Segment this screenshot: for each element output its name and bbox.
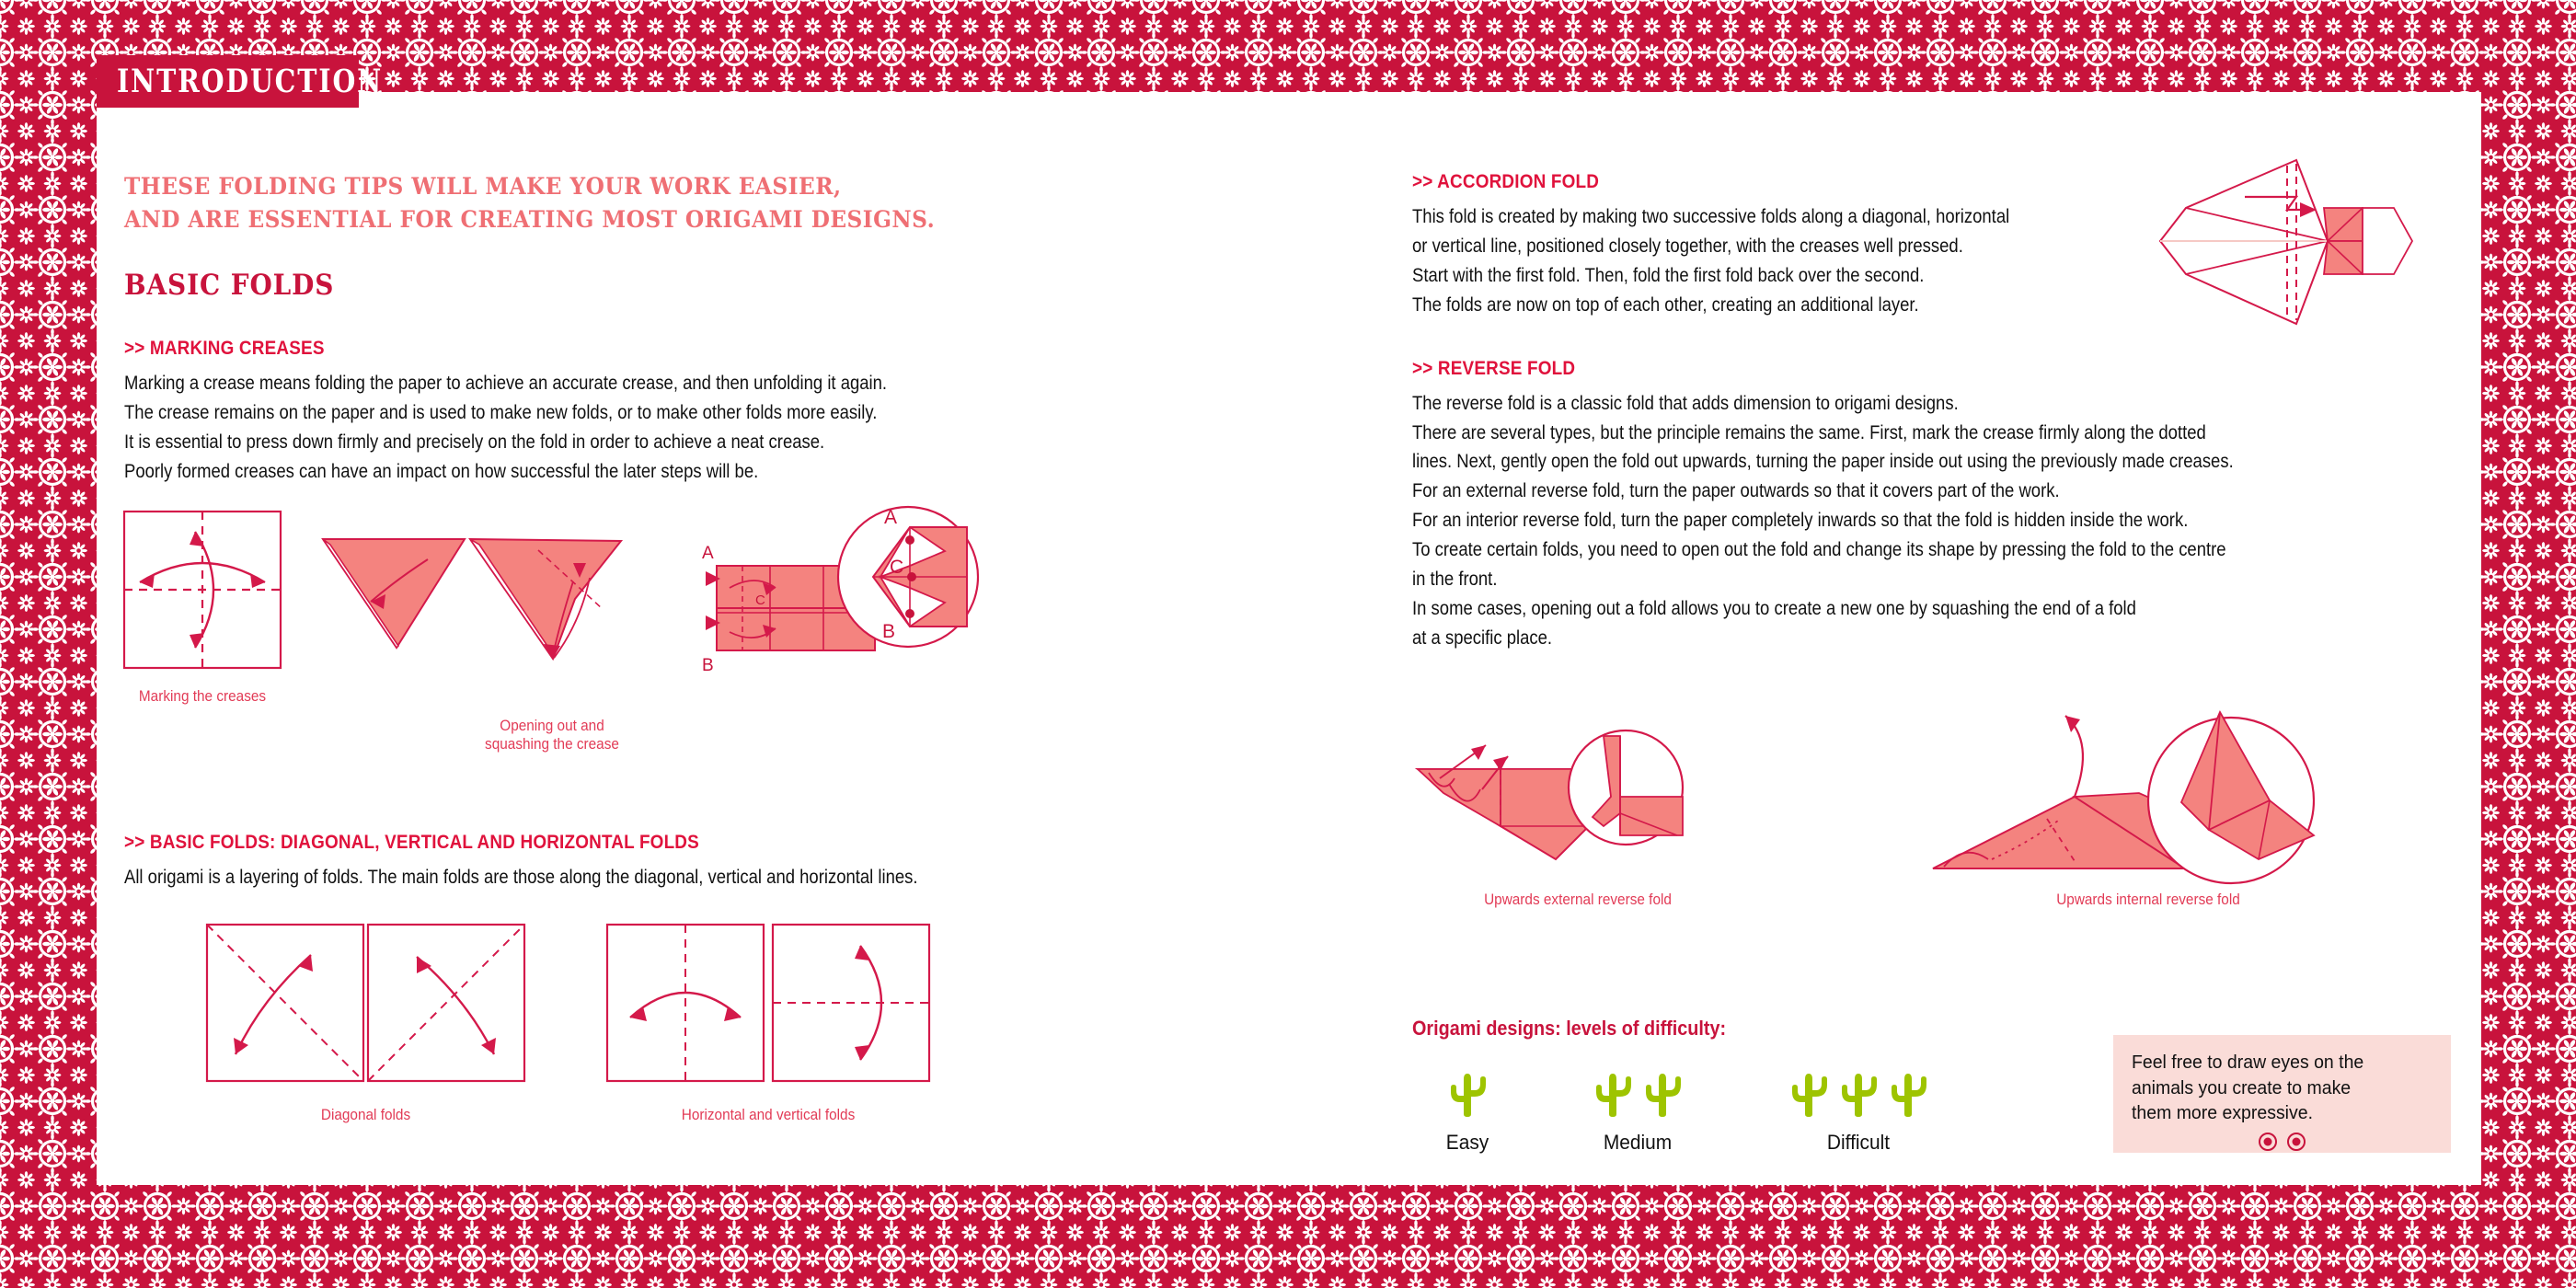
tip-line: Feel free to draw eyes on the — [2132, 1052, 2364, 1073]
diagram-triangle-fold-step1 — [317, 530, 474, 668]
difficulty-level-medium — [1555, 1061, 1720, 1155]
body-line: For an interior reverse fold, turn the paper completely inwards so that the fold is hidden inside the work. — [1412, 510, 2189, 532]
label-c-magnified: C — [890, 556, 904, 578]
section-title-basic-folds: BASIC FOLDS — [124, 269, 335, 302]
diagram-diagonal-fold-right — [363, 920, 529, 1086]
label-b: B — [702, 655, 714, 675]
label-a-magnified: A — [884, 506, 898, 528]
diagram-folded-strip-with-magnifier — [676, 470, 1007, 728]
diagram-triangle-fold-step2-squash — [465, 530, 649, 677]
cactus-rating-difficult — [1753, 1061, 1964, 1118]
difficulty-legend-title: Origami designs: levels of difficulty: — [1412, 1017, 1727, 1040]
difficulty-level-difficult — [1753, 1061, 1964, 1155]
body-line: The crease remains on the paper and is used to make new folds, or to make other folds more easily. — [124, 401, 878, 423]
diagram-accordion-fold — [2153, 156, 2429, 331]
diagram-horizontal-fold — [768, 920, 934, 1086]
intro-tagline-line-2: AND ARE ESSENTIAL FOR CREATING MOST ORIGAMI DESIGNS. — [124, 205, 936, 233]
heading-reverse-fold: >> REVERSE FOLD — [1412, 356, 1576, 379]
body-line: at a specific place. — [1412, 627, 1553, 649]
body-line: Marking a crease means folding the paper to achieve an accurate crease, and then unfolding it again. — [124, 373, 888, 394]
diagram-marking-creases-square — [120, 507, 285, 673]
left-column — [124, 170, 1164, 1141]
figure-marking-creases — [124, 507, 1164, 792]
cactus-rating-easy — [1412, 1061, 1523, 1118]
body-line: This fold is created by making two successive folds along a diagonal, horizontal — [1412, 206, 2010, 227]
heading-marking-creases: >> MARKING CREASES — [124, 337, 325, 359]
figure-basic-folds — [124, 920, 1164, 1141]
heading-basic-folds: >> BASIC FOLDS: DIAGONAL, VERTICAL AND HORIZONTAL FOLDS — [124, 830, 699, 853]
tip-line: animals you create to make — [2132, 1076, 2352, 1098]
right-column — [1412, 170, 2452, 946]
tip-box — [2113, 1035, 2451, 1153]
page-title-banner — [97, 55, 384, 108]
label-b-magnified: B — [882, 620, 896, 642]
tip-line: them more expressive. — [2132, 1102, 2313, 1124]
difficulty-legend — [1412, 1017, 1891, 1154]
body-line: There are several types, but the principle remains the same. First, mark the crease firmly along the dotted — [1412, 421, 2206, 443]
cactus-rating-medium — [1555, 1061, 1720, 1118]
body-line: The folds are now on top of each other, creating an additional layer. — [1412, 293, 1919, 316]
diagram-upwards-external-reverse-fold — [1412, 725, 1799, 909]
diagram-vertical-fold — [603, 920, 768, 1086]
caption-upwards-external-reverse-fold: Upwards external reverse fold — [1484, 891, 1672, 908]
caption-upwards-internal-reverse-fold: Upwards internal reverse fold — [2056, 891, 2240, 908]
diagram-diagonal-fold-left — [202, 920, 368, 1086]
diagram-upwards-internal-reverse-fold — [1927, 705, 2369, 916]
difficulty-level-easy — [1412, 1061, 1523, 1155]
body-line: Start with the first fold. Then, fold the first fold back over the second. — [1412, 264, 1925, 286]
label-a: A — [702, 543, 714, 563]
intro-tagline-line-1: THESE FOLDING TIPS WILL MAKE YOUR WORK EASIER, — [124, 173, 842, 200]
caption-marking-the-creases: Marking the creases — [138, 687, 267, 705]
body-line: or vertical line, positioned closely together, with the creases well pressed. — [1412, 235, 1963, 257]
body-line: For an external reverse fold, turn the paper outwards so that it covers part of the work. — [1412, 480, 2060, 502]
cactus-icon — [1593, 1064, 1633, 1118]
page-title: INTRODUCTION — [117, 63, 384, 100]
intro-tagline — [124, 170, 1164, 236]
body-line: in the front. — [1412, 569, 1498, 591]
cactus-icon — [1788, 1064, 1829, 1118]
cactus-icon — [1888, 1064, 1928, 1118]
body-line: All origami is a layering of folds. The main folds are those along the diagonal, vertical and horizontal lines. — [124, 866, 918, 888]
cactus-icon — [1447, 1064, 1488, 1118]
difficulty-label-easy: Easy — [1445, 1131, 1489, 1154]
eye-icon — [2286, 1132, 2306, 1152]
body-line: The reverse fold is a classic fold that adds dimension to origami designs. — [1412, 392, 1959, 414]
body-line: In some cases, opening out a fold allows you to create a new one by squashing the end of a fold — [1412, 597, 2136, 619]
heading-accordion-fold: >> ACCORDION FOLD — [1412, 170, 1600, 192]
difficulty-label-difficult: Difficult — [1826, 1131, 1891, 1154]
eye-icon — [2258, 1132, 2278, 1152]
cactus-icon — [1838, 1064, 1879, 1118]
eye-icons — [2132, 1132, 2432, 1152]
difficulty-label-medium: Medium — [1603, 1131, 1673, 1154]
body-line: To create certain folds, you need to open out the fold and change its shape by pressing the fold to the centre — [1412, 539, 2226, 561]
cactus-icon — [1642, 1064, 1683, 1118]
caption-opening-squashing: Opening out and squashing the crease — [485, 717, 619, 753]
label-c: C — [755, 592, 765, 608]
caption-diagonal-folds: Diagonal folds — [320, 1106, 411, 1123]
body-line: Poorly formed creases can have an impact on how successful the later steps will be. — [124, 460, 759, 482]
body-line: lines. Next, gently open the fold out upwards, turning the paper inside out using the previously made creases. — [1412, 451, 2234, 473]
body-line: It is essential to press down firmly and precisely on the fold in order to achieve a neat crease. — [124, 431, 825, 453]
figure-reverse-folds — [1412, 725, 2452, 946]
caption-horizontal-vertical-folds: Horizontal and vertical folds — [681, 1106, 856, 1123]
